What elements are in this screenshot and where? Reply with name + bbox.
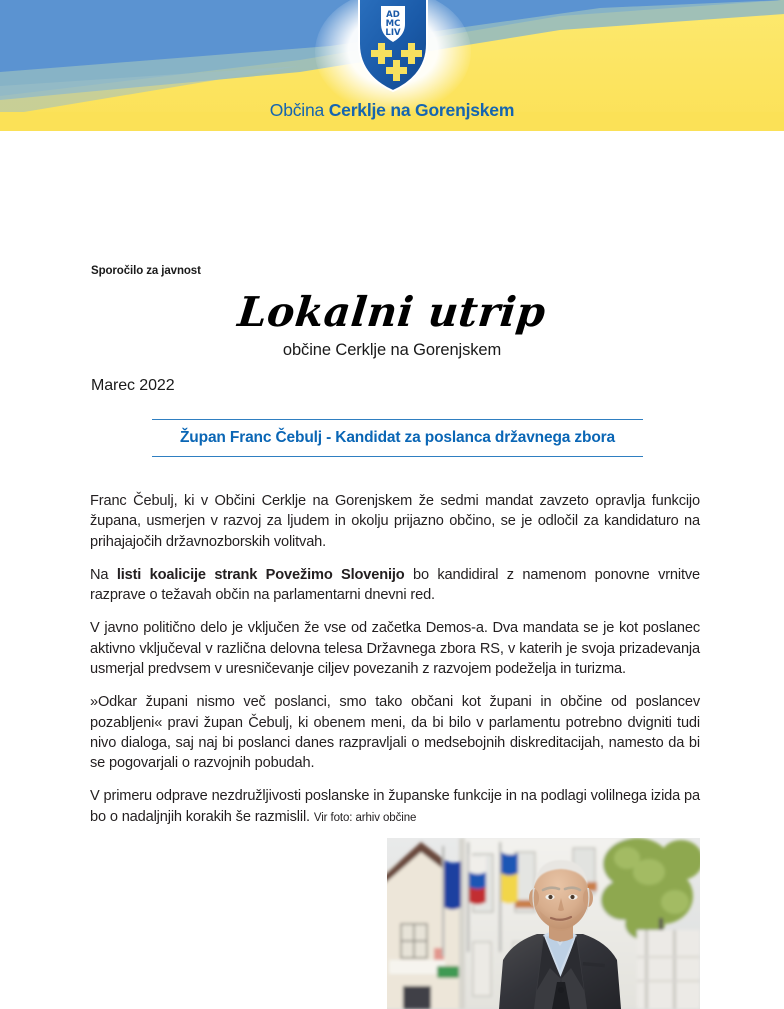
article-paragraph: [90, 491, 700, 552]
photo-credit: Vir foto: arhiv občine: [313, 811, 417, 824]
municipal-coat-of-arms-icon: [343, 0, 443, 94]
crest-motto-line-2: MC: [385, 19, 401, 29]
article-body: [90, 491, 700, 827]
banner-municipality-title: [0, 100, 784, 121]
article-paragraph: [90, 565, 700, 606]
masthead-subtitle: občine Cerklje na Gorenjskem: [282, 341, 502, 360]
article-headline-block: [152, 419, 643, 457]
paragraph-text: V primeru odprave nezdružljivosti poslanske in županske funkcije in na podlagi volilnega izida pa bo o nadaljnjih korakih še razmislil.: [90, 788, 700, 825]
crest-motto-line-3: LIV: [385, 28, 401, 38]
paragraph-text: »Odkar župani nismo več poslanci, smo tako občani kot župani in občine od poslancev pozabljeni« pravi župan Čebulj, ki obenem meni, da bi bilo v parlamentu potrebno dvigniti tudi nivo dialoga, saj naj bi poslanci danes razpravljali o medsebojnih diskreditacijah, namesto da bi se pogovarjali o razvojnih pobudah.: [90, 694, 700, 772]
site-header-banner: [0, 0, 784, 131]
headline-rule-bottom: [152, 456, 643, 457]
article-paragraph: [90, 618, 700, 679]
banner-title-prefix: Občina: [269, 100, 325, 120]
masthead-title: Lokalni utrip: [235, 288, 549, 336]
kicker-label: Sporočilo za javnost: [91, 265, 201, 277]
paragraph-emphasis: listi koalicije strank Povežimo Slovenijo: [116, 566, 405, 583]
crest-motto-line-1: AD: [386, 10, 400, 20]
issue-date: Marec 2022: [91, 377, 175, 394]
banner-title-name: Cerklje na Gorenjskem: [328, 100, 515, 120]
article-photograph: [387, 838, 700, 1009]
masthead: [0, 288, 784, 360]
article-headline: Župan Franc Čebulj - Kandidat za poslanca državnega zbora: [179, 429, 615, 446]
paragraph-text: bo kandidiral z namenom ponovne vrnitve razprave o težavah občin na parlamentarni dnevni red.: [90, 566, 701, 604]
paragraph-text: V javno politično delo je vključen že vse od začetka Demos-a. Dva mandata se je kot poslanec aktivno vključeval v različna delovna telesa Državnega zbora RS, v katerih je svoja prizadevanja usmerjal predvsem v uresničevanje ciljev povezanih z razvojem podeželja in turizma.: [90, 620, 700, 677]
article-paragraph: [90, 786, 700, 827]
paragraph-text: Franc Čebulj, ki v Občini Cerklje na Gorenjskem že sedmi mandat zavzeto opravlja funkcijo župana, usmerjen v razvoj za ljudem in okolju prijazno občino, se je odločil za kandidaturo na prihajajočih državnozborskih volitvah.: [90, 493, 700, 550]
article-paragraph: [90, 692, 700, 773]
paragraph-text: Na: [90, 566, 117, 583]
